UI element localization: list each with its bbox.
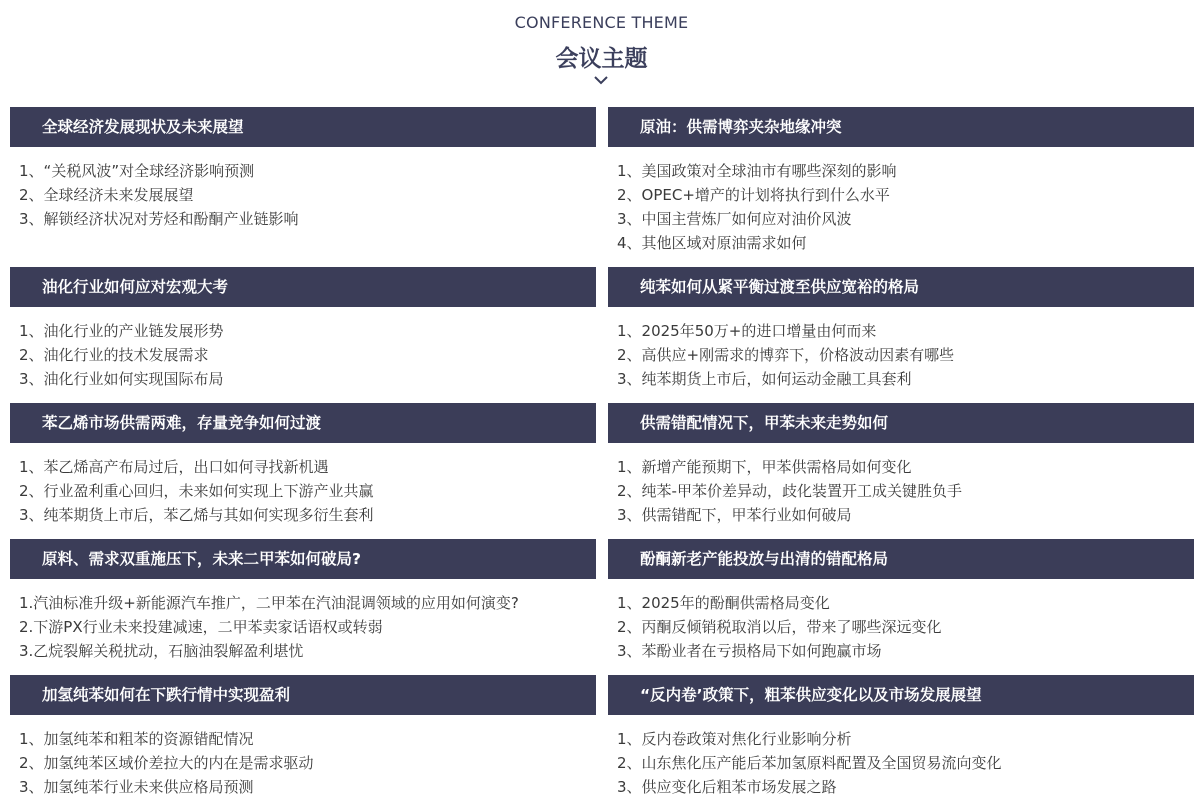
topic-item: 1、美国政策对全球油市有哪些深刻的影响 <box>617 162 897 180</box>
topic-item: 1、“关税风波”对全球经济影响预测 <box>19 162 255 180</box>
topic-title: 全球经济发展现状及未来展望 <box>10 107 596 147</box>
topic-section <box>10 107 596 231</box>
topic-item: 2、加氢纯苯区域价差拉大的内在是需求驱动 <box>19 754 314 772</box>
topic-title: 原油：供需博弈夹杂地缘冲突 <box>608 107 1194 147</box>
topic-item: 2、OPEC+增产的计划将执行到什么水平 <box>617 186 890 204</box>
topic-item: 1、反内卷政策对焦化行业影响分析 <box>617 730 852 748</box>
topic-item-list <box>10 307 596 391</box>
topic-item: 3、解锁经济状况对芳烃和酚酮产业链影响 <box>19 210 299 228</box>
topic-item: 1、油化行业的产业链发展形势 <box>19 322 224 340</box>
topic-section <box>608 267 1194 391</box>
topic-item: 2、山东焦化压产能后苯加氢原料配置及全国贸易流向变化 <box>617 754 1002 772</box>
topic-item: 3、供需错配下，甲苯行业如何破局 <box>617 506 852 524</box>
topic-item: 1、加氢纯苯和粗苯的资源错配情况 <box>19 730 254 748</box>
topic-item: 1、2025年的酚酮供需格局变化 <box>617 594 830 612</box>
topic-item: 3、供应变化后粗苯市场发展之路 <box>617 778 837 796</box>
topic-section <box>10 675 596 799</box>
topic-section <box>608 539 1194 663</box>
topic-item: 2、油化行业的技术发展需求 <box>19 346 209 364</box>
topic-item: 3、油化行业如何实现国际布局 <box>19 370 224 388</box>
topic-title: 原料、需求双重施压下，未来二甲苯如何破局? <box>10 539 596 579</box>
topic-item-list <box>10 715 596 799</box>
topic-item: 3、纯苯期货上市后，如何运动金融工具套利 <box>617 370 912 388</box>
topic-item-list <box>608 307 1194 391</box>
topic-item: 2、高供应+刚需求的博弈下，价格波动因素有哪些 <box>617 346 955 364</box>
topic-item-list <box>608 147 1194 255</box>
topic-title: 油化行业如何应对宏观大考 <box>10 267 596 307</box>
topic-item: 3、纯苯期货上市后，苯乙烯与其如何实现多衍生套利 <box>19 506 374 524</box>
topic-item-list <box>10 579 596 663</box>
topic-item: 2、行业盈利重心回归，未来如何实现上下游产业共赢 <box>19 482 374 500</box>
topic-title: “反内卷’政策下，粗苯供应变化以及市场发展展望 <box>608 675 1194 715</box>
chevron-down-icon <box>593 74 609 86</box>
topic-section <box>10 539 596 663</box>
topic-item: 3.乙烷裂解关税扰动，石脑油裂解盈利堪忧 <box>19 642 304 660</box>
topic-title: 加氢纯苯如何在下跌行情中实现盈利 <box>10 675 596 715</box>
topic-item: 1.汽油标准升级+新能源汽车推广，二甲苯在汽油混调领域的应用如何演变? <box>19 594 519 612</box>
topic-item: 1、新增产能预期下，甲苯供需格局如何变化 <box>617 458 912 476</box>
topic-title: 供需错配情况下，甲苯未来走势如何 <box>608 403 1194 443</box>
page-subtitle: CONFERENCE THEME <box>514 13 689 32</box>
page-title: 会议主题 <box>555 46 648 72</box>
topic-item: 2、纯苯-甲苯价差异动，歧化装置开工成关键胜负手 <box>617 482 962 500</box>
topic-title: 纯苯如何从紧平衡过渡至供应宽裕的格局 <box>608 267 1194 307</box>
topic-item: 2、全球经济未来发展展望 <box>19 186 194 204</box>
topic-section <box>10 403 596 527</box>
topic-item-list <box>10 147 596 231</box>
topic-item: 3、中国主营炼厂如何应对油价风波 <box>617 210 852 228</box>
topic-item-list <box>10 443 596 527</box>
topic-item-list <box>608 579 1194 663</box>
topic-item-list <box>608 715 1194 799</box>
topic-item: 2、丙酮反倾销税取消以后，带来了哪些深远变化 <box>617 618 942 636</box>
topic-title: 苯乙烯市场供需两难，存量竞争如何过渡 <box>10 403 596 443</box>
topic-item: 2.下游PX行业未来投建减速，二甲苯卖家话语权或转弱 <box>19 618 383 636</box>
topic-item: 1、2025年50万+的进口增量由何而来 <box>617 322 877 340</box>
topic-title: 酚酮新老产能投放与出清的错配格局 <box>608 539 1194 579</box>
topic-item: 4、其他区域对原油需求如何 <box>617 234 807 252</box>
topic-section <box>608 403 1194 527</box>
topic-section <box>10 267 596 391</box>
topic-item: 3、加氢纯苯行业未来供应格局预测 <box>19 778 254 796</box>
topic-section <box>608 675 1194 799</box>
topic-section <box>608 107 1194 255</box>
topic-item-list <box>608 443 1194 527</box>
topic-item: 3、苯酚业者在亏损格局下如何跑赢市场 <box>617 642 882 660</box>
topic-item: 1、苯乙烯高产布局过后，出口如何寻找新机遇 <box>19 458 329 476</box>
